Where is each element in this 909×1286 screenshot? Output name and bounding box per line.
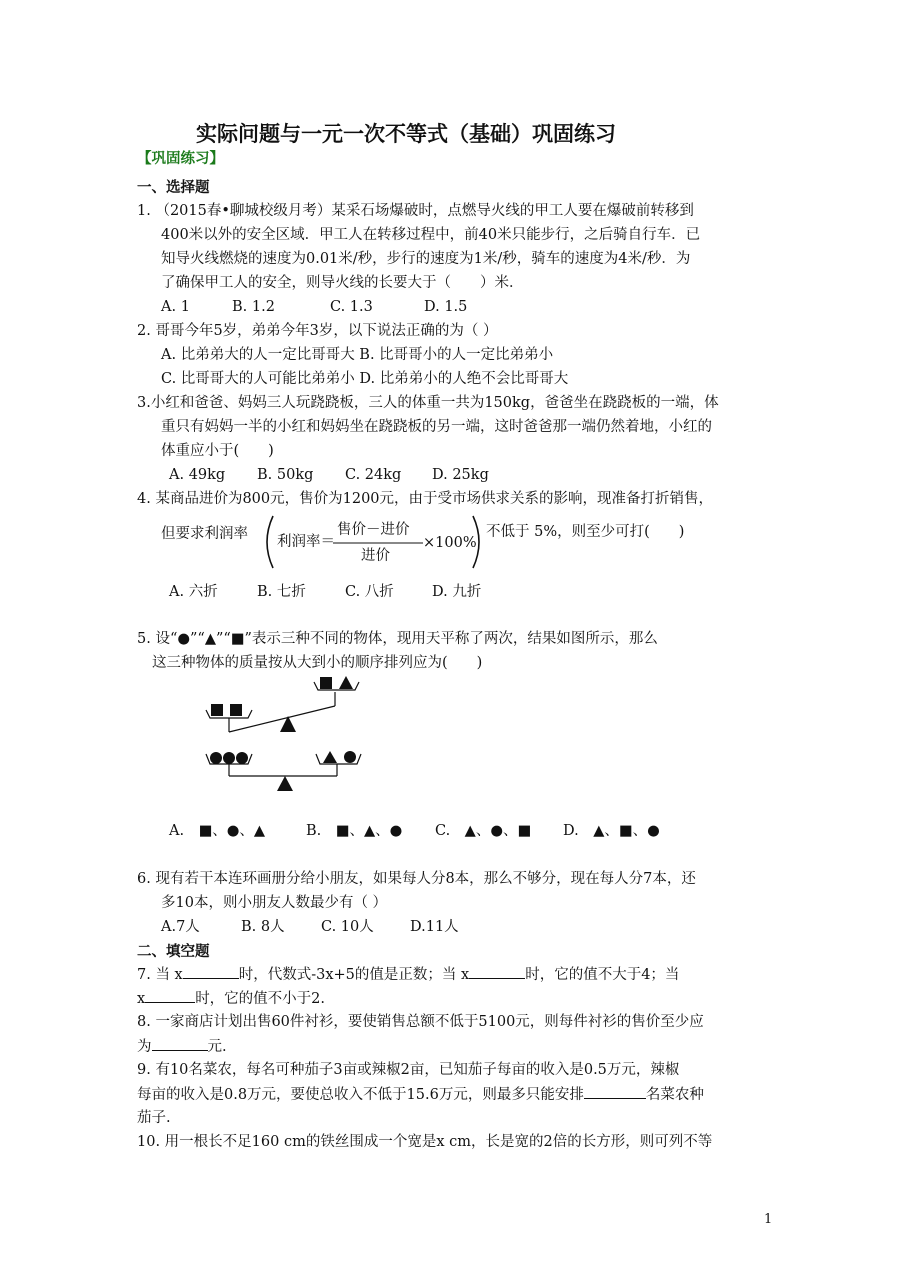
q7-text-d: x: [137, 991, 146, 1007]
circle-icon: [223, 752, 235, 764]
q7-blank-1[interactable]: [183, 964, 239, 979]
q5-line1: 5. 设“●”“▲”“■”表示三种不同的物体，现用天平称了两次，结果如图所示，那么: [137, 631, 658, 647]
q4-suffix: 不低于 5%，则至少可打( ): [486, 524, 685, 540]
square-icon: [211, 704, 223, 716]
circle-icon: [236, 752, 248, 764]
q5-option-d: D. ▲、■、●: [563, 823, 660, 839]
q3-option-c: C. 24kg: [345, 467, 402, 483]
q7-text-c: 时，它的值不大于4；当: [525, 967, 680, 983]
q1-option-c: C. 1.3: [330, 299, 373, 315]
q5-option-c: C. ▲、●、■: [435, 823, 532, 839]
q9-line3: 茄子.: [137, 1110, 171, 1126]
q6-line2: 多10本，则小朋友人数最少有（ ）: [161, 895, 388, 911]
formula-numerator: 售价－进价: [337, 522, 410, 538]
triangle-icon: [339, 676, 353, 689]
fulcrum-triangle-icon: [277, 776, 293, 791]
formula-denominator: 进价: [361, 548, 390, 564]
q1-option-a: A. 1: [161, 299, 190, 315]
part1-heading: 一、选择题: [137, 180, 210, 196]
q3-line1: 3.小红和爸爸、妈妈三人玩跷跷板，三人的体重一共为150kg，爸爸坐在跷跷板的一端，体: [137, 395, 719, 411]
q2-line2: A. 比弟弟大的人一定比哥哥大 B. 比哥哥小的人一定比弟弟小: [161, 347, 554, 363]
q4-option-d: D. 九折: [432, 584, 482, 600]
q1-line4: 了确保甲工人的安全，则导火线的长要大于（ ）米．: [161, 275, 524, 291]
page-title: 实际问题与一元一次不等式（基础）巩固练习: [196, 122, 616, 146]
q8-text-a: 为: [137, 1039, 152, 1055]
square-icon: [320, 677, 332, 689]
page-number: 1: [764, 1212, 773, 1227]
scale-one: [206, 676, 359, 732]
q5-option-a: A. ■、●、▲: [169, 823, 266, 839]
q1-option-d: D. 1.5: [424, 299, 468, 315]
triangle-icon: [323, 751, 337, 763]
q9-text-b: 名菜农种: [645, 1087, 704, 1103]
q8-line1: 8. 一家商店计划出售60件衬衫，要使销售总额不低于5100元，则每件衬衫的售价至少应: [137, 1014, 704, 1030]
q9-line2: [137, 1084, 704, 1105]
profit-rate-formula: [263, 512, 483, 572]
q7-blank-2[interactable]: [469, 964, 525, 979]
q2-line3: C. 比哥哥大的人可能比弟弟小 D. 比弟弟小的人绝不会比哥哥大: [161, 371, 569, 387]
square-icon: [230, 704, 242, 716]
section-tag: 【巩固练习】: [137, 151, 224, 167]
q1-line2: 400米以外的安全区域．甲工人在转移过程中，前40米只能步行，之后骑自行车．已: [161, 227, 701, 243]
q7-text-a: 7. 当 x: [137, 967, 183, 983]
q4-option-c: C. 八折: [345, 584, 394, 600]
q3-option-a: A. 49kg: [169, 467, 226, 483]
balance-scale-figure: [200, 672, 400, 792]
q6-option-b: B. 8人: [241, 919, 285, 935]
q4-option-a: A. 六折: [169, 584, 218, 600]
q3-line2: 重只有妈妈一半的小红和妈妈坐在跷跷板的另一端，这时爸爸那一端仍然着地，小红的: [161, 419, 712, 435]
q5-line2: 这三种物体的质量按从大到小的顺序排列应为( ): [152, 655, 483, 671]
circle-icon: [210, 752, 222, 764]
q7-blank-3[interactable]: [145, 988, 195, 1003]
q4-option-b: B. 七折: [257, 584, 306, 600]
q9-line1: 9. 有10名菜农，每名可种茄子3亩或辣椒2亩，已知茄子每亩的收入是0.5万元，辣椒: [137, 1062, 680, 1078]
q3-line3: 体重应小于( ): [161, 443, 274, 459]
q4-prefix: 但要求利润率: [161, 526, 248, 542]
q9-text-a: 每亩的收入是0.8万元，要使总收入不低于15.6万元，则最多只能安排: [137, 1087, 584, 1103]
part2-heading: 二、填空题: [137, 944, 210, 960]
q9-blank[interactable]: [584, 1084, 646, 1099]
circle-icon: [344, 751, 356, 763]
q8-blank[interactable]: [152, 1036, 208, 1051]
q10-line1: 10. 用一根长不足160 cm的铁丝围成一个宽是x cm，长是宽的2倍的长方形，则可列不等: [137, 1134, 713, 1150]
q8-line2: [137, 1036, 227, 1057]
q7-line2: [137, 988, 325, 1009]
q6-option-c: C. 10人: [321, 919, 374, 935]
q1-line1: 1. （2015春•聊城校级月考）某采石场爆破时，点燃导火线的甲工人要在爆破前转移到: [137, 203, 694, 219]
q7-line1: [137, 964, 679, 985]
q4-line1: 4. 某商品进价为800元，售价为1200元，由于受市场供求关系的影响，现准备打折销售，: [137, 491, 714, 507]
q8-text-b: 元.: [207, 1039, 227, 1055]
q7-text-b: 时，代数式-3x+5的值是正数；当 x: [238, 967, 470, 983]
q6-line1: 6. 现有若干本连环画册分给小朋友，如果每人分8本，那么不够分，现在每人分7本，还: [137, 871, 696, 887]
formula-tail: ×100%: [423, 535, 477, 551]
q6-option-a: A.7人: [161, 919, 200, 935]
q3-option-d: D. 25kg: [432, 467, 489, 483]
q6-option-d: D.11人: [410, 919, 459, 935]
q1-option-b: B. 1.2: [232, 299, 275, 315]
q7-text-e: 时，它的值不小于2.: [195, 991, 326, 1007]
q1-line3: 知导火线燃烧的速度为0.01米/秒，步行的速度为1米/秒，骑车的速度为4米/秒．为: [161, 251, 691, 267]
q2-line1: 2. 哥哥今年5岁，弟弟今年3岁，以下说法正确的为（ ）: [137, 323, 498, 339]
formula-lhs: 利润率＝: [277, 534, 335, 550]
scale-two: [206, 751, 361, 791]
q3-option-b: B. 50kg: [257, 467, 314, 483]
q5-option-b: B. ■、▲、●: [306, 823, 403, 839]
